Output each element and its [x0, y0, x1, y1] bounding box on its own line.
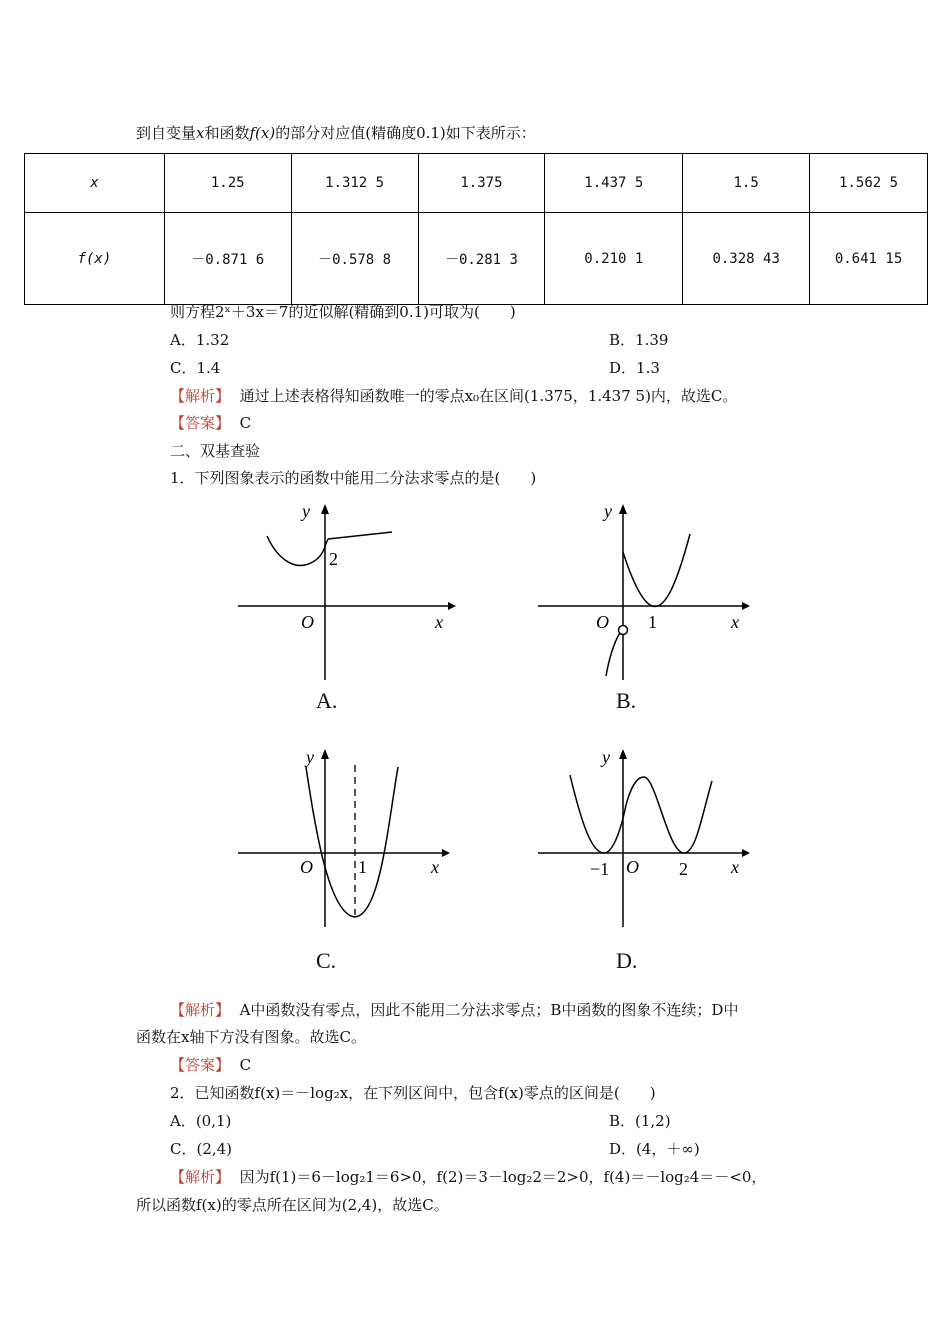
analysis-line-2: 函数在x轴下方没有图象。故选C。 [136, 1028, 366, 1046]
analysis-line-2: 所以函数f(x)的零点所在区间为(2,4)，故选C。 [136, 1196, 449, 1214]
option-d: D．(4，＋∞) [609, 1140, 700, 1158]
y-axis-arrow-icon [321, 749, 329, 759]
x-axis-arrow-icon [448, 602, 456, 610]
answer-text: C [239, 414, 252, 432]
figure-d [530, 745, 760, 935]
x-axis-arrow-icon [742, 849, 750, 857]
x-label: x [435, 612, 443, 632]
intro-var-x: x [196, 124, 205, 142]
origin-label: O [626, 857, 639, 877]
table-head-fx: f(x) [25, 213, 165, 305]
line-segment [328, 532, 392, 539]
table-cell: －0.578 8 [291, 213, 418, 305]
table-cell: 1.5 [683, 154, 810, 213]
figure-c-label: C. [316, 948, 337, 973]
curve [306, 767, 398, 917]
option-d: D．1.3 [609, 359, 660, 377]
y-label: y [302, 501, 310, 521]
option-b: B．1.39 [609, 331, 669, 349]
figure-a [230, 500, 460, 690]
x-axis-arrow-icon [442, 849, 450, 857]
curve [267, 536, 325, 566]
analysis-text: A中函数没有零点，因此不能用二分法求零点；B中函数的图象不连续；D中 [239, 1001, 739, 1019]
table-cell: 1.25 [164, 154, 291, 213]
option-a: A．1.32 [170, 331, 230, 349]
question-text: 1．下列图象表示的函数中能用二分法求零点的是( ) [170, 469, 537, 487]
intro-pre: 到自变量 [136, 124, 197, 142]
table-cell: 1.562 5 [810, 154, 928, 213]
answer-text: C [239, 1056, 252, 1074]
table-cell: －0.281 3 [418, 213, 545, 305]
y-label: y [604, 501, 612, 521]
table-cell: 1.375 [418, 154, 545, 213]
figure-c [230, 745, 460, 935]
x-axis-arrow-icon [742, 602, 750, 610]
curve [570, 775, 712, 853]
origin-label: O [301, 612, 314, 632]
option-b: B．(1,2) [609, 1112, 671, 1130]
analysis-tag: 【解析】 [170, 387, 231, 405]
curve [623, 534, 690, 606]
figure-d-label: D. [616, 948, 638, 973]
question-text: 则方程2ˣ＋3x＝7的近似解(精确到0.1)可取为( ) [170, 303, 516, 321]
tick-label: 1 [648, 612, 657, 632]
tick-label: 1 [358, 857, 367, 877]
intro-fx: f(x) [249, 124, 276, 142]
option-a: A．(0,1) [170, 1112, 232, 1130]
answer-line [170, 413, 251, 433]
table-row [25, 213, 928, 305]
section-heading: 二、双基查验 [170, 442, 261, 460]
value-table [24, 153, 928, 305]
origin-label: O [596, 612, 609, 632]
answer-tag: 【答案】 [170, 1056, 231, 1074]
intro-mid: 和函数 [204, 124, 250, 142]
y-axis-arrow-icon [619, 504, 627, 514]
table-cell: 0.328 43 [683, 213, 810, 305]
question-text: 2．已知函数f(x)＝－log₂x，在下列区间中，包含f(x)零点的区间是( ) [170, 1084, 656, 1102]
x-label: x [731, 857, 739, 877]
intro-line [136, 123, 536, 143]
tick-label: 2 [679, 859, 688, 879]
table-cell: 1.437 5 [545, 154, 683, 213]
intro-post: 的部分对应值(精确度0.1)如下表所示： [275, 124, 536, 142]
analysis-line [170, 386, 737, 406]
x-label: x [431, 857, 439, 877]
tick-label: 2 [329, 549, 338, 569]
table-cell: 0.210 1 [545, 213, 683, 305]
x-label: x [731, 612, 739, 632]
analysis-text: 因为f(1)＝6－log₂1＝6>0，f(2)＝3－log₂2＝2>0，f(4)＝－log₂4＝－<0， [239, 1168, 767, 1186]
table-cell: 1.312 5 [291, 154, 418, 213]
tick-label: −1 [590, 859, 610, 879]
table-head-x: x [25, 154, 165, 213]
figure-b-label: B. [616, 688, 637, 713]
option-c: C．(2,4) [170, 1140, 233, 1158]
y-axis-arrow-icon [321, 504, 329, 514]
table-row [25, 154, 928, 213]
answer-line [170, 1055, 251, 1075]
origin-label: O [300, 857, 313, 877]
open-point-icon [619, 626, 628, 635]
table-cell: 0.641 15 [810, 213, 928, 305]
y-label: y [602, 747, 610, 767]
option-c: C．1.4 [170, 359, 221, 377]
analysis-tag: 【解析】 [170, 1001, 231, 1019]
analysis-text: 通过上述表格得知函数唯一的零点x₀在区间(1.375，1.437 5)内，故选C。 [239, 387, 738, 405]
table-cell: －0.871 6 [164, 213, 291, 305]
answer-tag: 【答案】 [170, 414, 231, 432]
analysis-line [170, 1000, 738, 1020]
figure-a-label: A. [316, 688, 338, 713]
analysis-tag: 【解析】 [170, 1168, 231, 1186]
analysis-line [170, 1167, 766, 1187]
y-label: y [306, 747, 314, 767]
figure-b [530, 500, 760, 690]
y-axis-arrow-icon [619, 749, 627, 759]
curve-left-branch [606, 633, 620, 676]
